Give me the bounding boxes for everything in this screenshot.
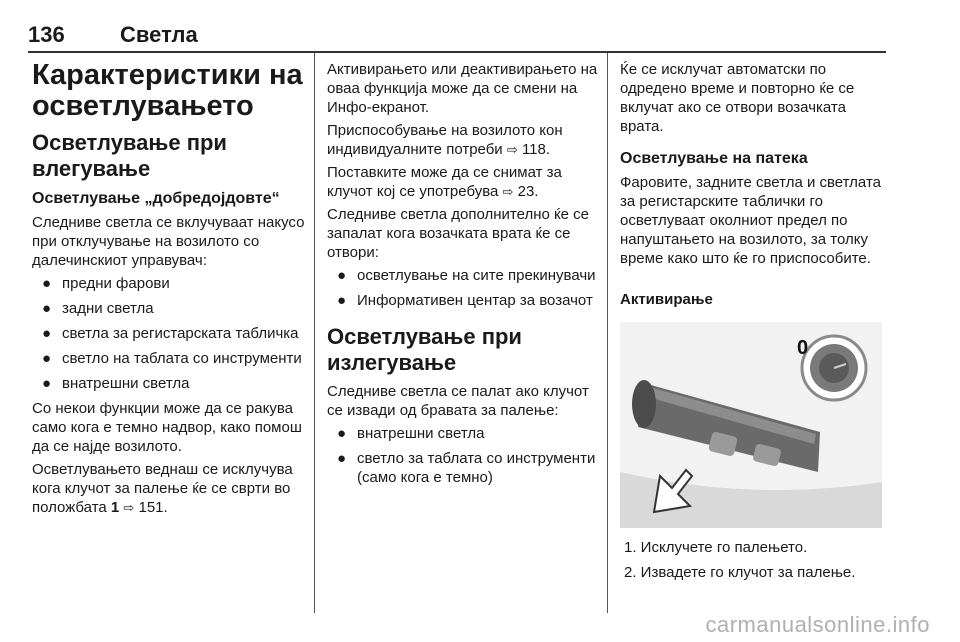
list-item: ● внатрешни светла [42, 375, 190, 392]
activation-paragraph: Активирањето или деактивирањето на оваа функција може да се смени на Инфо-екранот. [327, 61, 598, 116]
bullet-icon: ● [42, 350, 52, 367]
watermark: carmanualsonline.info [705, 612, 930, 637]
switch-off-paragraph: Осветлувањето веднаш се исклучува кога клучот за палење ќе се сврти во положбата 1 ⇨ 151. [32, 461, 293, 516]
list-item: ● Информативен центар за возачот [337, 292, 593, 309]
bullet-icon: ● [42, 275, 52, 292]
step-item: 1. Исклучете го палењето. [624, 539, 808, 556]
column-3 [620, 60, 890, 588]
page-reference-icon: ⇨ [506, 142, 518, 157]
section-title: Светла [120, 22, 198, 47]
list-item: ● светло на таблата со инструменти [42, 350, 302, 367]
personalisation-paragraph: Приспособување на возилото кон индивидуалните потреби ⇨ 118. [327, 122, 563, 158]
activation-steps [620, 538, 890, 582]
page-reference[interactable]: 118. [521, 141, 551, 158]
welcome-list [32, 274, 310, 393]
list-item: ● светла за регистарската табличка [42, 325, 299, 342]
entry-lighting-heading: Осветлување при влегување [32, 130, 227, 181]
bullet-icon: ● [42, 300, 52, 317]
page-reference[interactable]: 151. [138, 499, 168, 516]
door-open-list [327, 266, 605, 310]
bullet-icon: ● [337, 425, 347, 442]
exit-list [327, 424, 605, 487]
page-header [28, 18, 884, 54]
switch-position-label: 0 [797, 337, 809, 359]
column-divider-2 [607, 53, 608, 613]
dark-only-paragraph: Со некои функции може да се ракува само кога е темно надвор, како помош да се најде возилото. [32, 400, 302, 455]
page-reference[interactable]: 23. [517, 183, 539, 200]
bullet-icon: ● [337, 292, 347, 309]
list-item: ● светло за таблата со инструменти (само кога е темно) [337, 450, 596, 486]
list-item: ● внатрешни светла [337, 425, 485, 442]
bullet-icon: ● [42, 325, 52, 342]
list-item: ● предни фарови [42, 275, 170, 292]
welcome-lighting-heading: Осветлување „добредојдовте“ [32, 190, 280, 207]
page-reference-icon: ⇨ [502, 184, 514, 199]
light-switch-illustration [620, 322, 882, 528]
activation-heading: Активирање [620, 291, 713, 308]
chapter-heading: Карактеристики на осветлувањето [32, 59, 303, 122]
page-number: 136 [28, 22, 65, 47]
column-2 [327, 60, 605, 493]
bullet-icon: ● [42, 375, 52, 392]
exit-intro-paragraph: Следниве светла се палат ако клучот се извади од бравата за палење: [327, 383, 589, 419]
bullet-icon: ● [337, 450, 347, 467]
exit-lighting-heading: Осветлување при излегување [327, 324, 522, 375]
list-item: ● задни светла [42, 300, 154, 317]
key-settings-paragraph: Поставките може да се снимат за клучот кој се употребува ⇨ 23. [327, 164, 562, 200]
page-reference-icon: ⇨ [123, 500, 135, 515]
header-rule [28, 51, 886, 53]
light-switch-lever-icon [620, 322, 882, 528]
path-lighting-paragraph: Фаровите, задните светла и светлата за регистарските таблички го осветлуваат околниот предел по напуштањето на возилото, за толку време како што ќе го приспособите. [620, 174, 881, 267]
auto-off-paragraph: Ќе се исклучат автоматски по одредено време и повторно ќе се вклучат ако се отвори возачката врата. [620, 61, 855, 135]
column-divider-1 [314, 53, 315, 613]
step-item: 2. Извадете го клучот за палење. [624, 564, 856, 581]
column-1 [32, 60, 310, 521]
door-open-paragraph: Следниве светла дополнително ќе се запалат кога возачката врата ќе се отвори: [327, 206, 589, 261]
path-lighting-heading: Осветлување на патека [620, 150, 808, 167]
list-item: ● осветлување на сите прекинувачи [337, 267, 596, 284]
intro-paragraph: Следниве светла се вклучуваат накусо при отклучување на возилото со далечинскиот управувач: [32, 214, 305, 269]
bullet-icon: ● [337, 267, 347, 284]
